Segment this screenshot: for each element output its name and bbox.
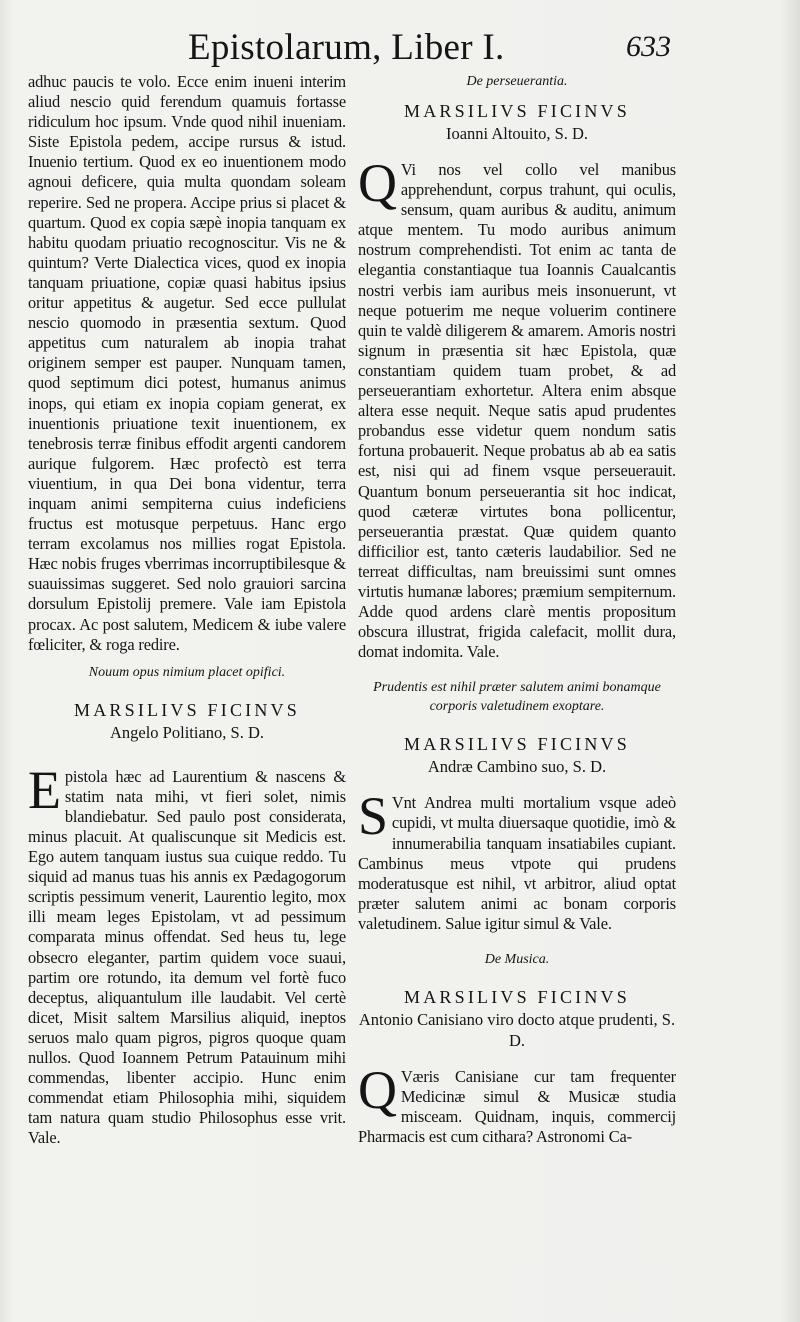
letter-body-text: pistola hæc ad Laurentium & nascens & statim nata mihi, vt fieri solet, nimis blandiebatur. Sed paulo post considerata, minus placuit. At qualiscunque sit Medicis est. Ego autem tanquam iustus sua cuique reddo. Tu siquid ad manus tuas his annis ex Pædagogorum scriptis pessimum venerit, Laurentio legito, mox illi meam leges Epistolam, vt ad pessimum comparata minus offendat. Sed heus tu, lege obsecro eleganter, partim quidem voce suaui, partim ore rotundo, ita demum vel fortè fuco deceptus, aliquantulum ille laudabit. Vel certè dicet, Misit saltem Marsilius aliquid, ineptos seruos malo quam pigros, pigros quoque quam nullos. Quod Ioannem Petrum Patauinum mihi commendas, libenter accipio. Hunc enim commendat etiam Philosophia mihi, siquidem tam natura quam studio Philosophus esse vrit. Vale.	[28, 766, 346, 1148]
page-number: 633	[626, 30, 671, 63]
letter-author: MARSILIVS FICINVS	[74, 699, 300, 720]
drop-capital: S	[358, 786, 388, 847]
letter-motto: De perseuerantia.	[466, 74, 568, 89]
letter-motto: Prudentis est nihil præter salutem animi bonamque corporis valetudinem exoptare.	[373, 680, 661, 715]
letter-author: MARSILIVS FICINVS	[404, 987, 630, 1007]
letter-author: MARSILIVS FICINVS	[404, 101, 630, 121]
letter-motto: Nouum opus nimium placet opifici.	[88, 664, 286, 680]
letter-continuation-text: adhuc paucis te volo. Ecce enim inueni interim aliud nescio quid ferendum quamuis fortasse ridiculum hoc ipsum. Vnde quod nihil inueniam. Siste Epistola pedem, accipe rursus & istud. Inuenio tertium. Quod ex eo inuentionem modo agnoui deficere, quia multa quondam soleam reperire. Sed ne propera. Accipe prius si placet & quartum. Quod ex copia sæpè inopia tanquam ex habitu quodam priuatio recognoscitur. Vis ne & quintum? Verte Dialectica vices, quod ex inopia tanquam priuatione, copiæ quasi habitus ipsius oritur appetitus & augetur. Sed ecce pullulat nescio quomodo in præsentia sextum. Quod appetitus cum naturalem ab inopia trahat originem semper est pauper. Nunquam tamen, quod septimum dici potest, humanus animus inops, qui etiam ex inopia copiam generat, ex inuentionis priuatione texit inuentionem, ex tenebrosis terræ finibus effodit argenti candorem aurique fulgorem. Hæc profectò est terra viuentium, in qua Dei bona videntur, terra inquam animi sempiterna cuius indeficiens fructus est motusque perpetuus. Hanc ergo terram excolamus nos millies rogat Epistola. Hæc nobis fruges vberrimas incorruptibilesque & suauissimas suggeret. Sed nolo grauiori sarcina dorsulum Epistolij premere. Vale iam Epistola procax. Ac post salutem, Medicem & iube valere fœliciter, & roga redire.	[28, 72, 346, 654]
letter-body	[358, 1060, 676, 1147]
letter-addressee: Ioanni Altouito, S. D.	[445, 124, 589, 143]
running-title: Epistolarum, Liber I.	[188, 27, 505, 68]
running-head	[0, 22, 800, 70]
left-column	[28, 72, 346, 1149]
letter-body-text: Væris Canisiane cur tam frequenter Medicinæ simul & Musicæ studia misceam. Quidnam, inquis, commercij Pharmacis est cum cithara? Astronomi Ca-	[358, 1067, 676, 1147]
letter-body	[28, 759, 346, 1149]
letter-motto: De Musica.	[484, 952, 550, 967]
right-column	[358, 72, 676, 1147]
letter-addressee: Antonio Canisiano viro docto atque prudenti, S. D.	[358, 1010, 676, 1050]
letter-body	[358, 153, 676, 662]
letter-addressee: Andræ Cambino suo, S. D.	[427, 757, 607, 777]
letter-body-text: Vnt Andrea multi mortalium vsque adeò cupidi, vt multa diuersaque quotidie, imò & innumerabilia tanquam insatiabiles cupiant. Cambinus meus vtpote qui prudens moderatusque est nihil, vt arbitror, aliud optat præter salutem animi ac bonam corporis valetudinem. Salue igitur simul & Vale.	[358, 793, 676, 933]
drop-capital: Q	[358, 1060, 397, 1120]
drop-capital: Q	[358, 153, 397, 213]
letter-author: MARSILIVS FICINVS	[404, 734, 630, 755]
letter-body	[358, 786, 676, 934]
letter-body-text: Vi nos vel collo vel manibus apprehendunt, corpus trahunt, qui oculis, sensum, quam auribus & auditu, animum atque mentem. Tu modo auribus animum nostrum comprehendisti. Tot enim ac tanta de elegantia constantiaque tua Ioannis Caualcantis nostri verbis iam auribus meis insonuerunt, vt neque potuerim me neque voluerim continere quin te valdè diligerem & amarem. Amoris nostri signum in præsentia sit hæc Epistola, quæ constantiam quidem tuam probet, & ad perseuerantiam exhortetur. Altera enim absque altera esse nequit. Neque satis apud prudentes probandus esse videtur quem nondum satis fortuna probauerit. Neque probatus ab ab ea satis est, nisi qui ad finem vsque perseuerauit. Quantum bonum perseuerantia sit hoc indicat, quod cæteræ virtutes bona pollicentur, perseuerantia præstat. Quæ quidem quanto difficilior est, tanto cæteris laudabilior. Sed ne terreat difficultas, nam breuissimi sunt omnes virtutis humanæ labores; præmium sempiternum. Adde quod ardens clarè mentis propositum obscura illustrat, frigida calefacit, mollit dura, domat indomita. Vale.	[358, 160, 676, 662]
drop-capital: E	[28, 759, 61, 820]
letter-addressee: Angelo Politiano, S. D.	[109, 722, 264, 742]
